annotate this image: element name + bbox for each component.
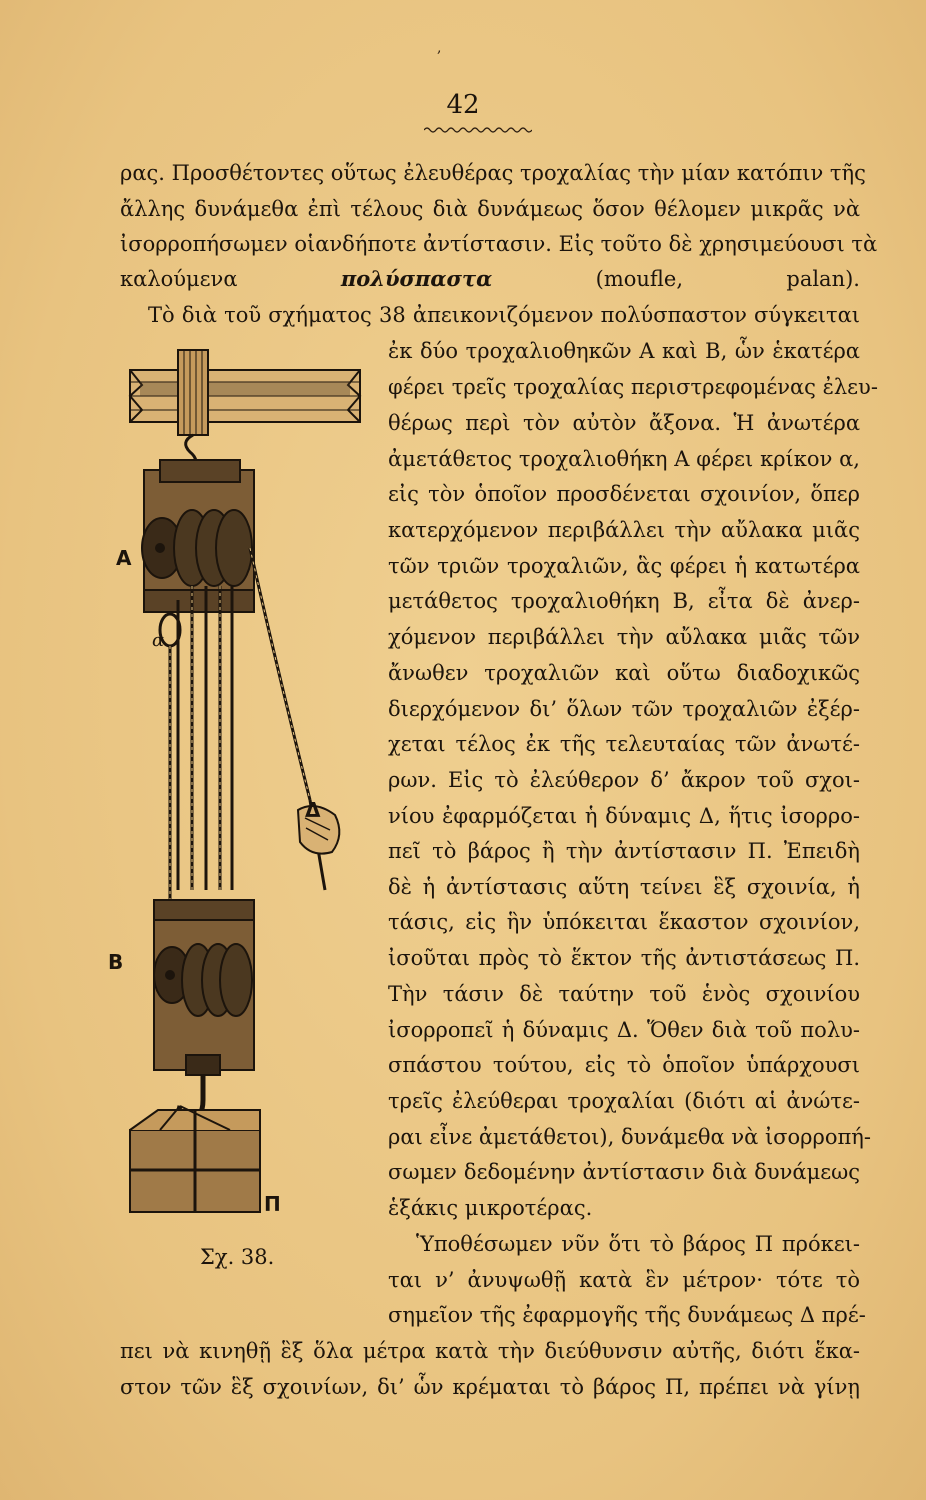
- text-line: Τὴν τάσιν δὲ ταύτην τοῦ ἑνὸς σχοινίου: [388, 982, 860, 1006]
- text-line: ἰσοῦται πρὸς τὸ ἕκτον τῆς ἀντιστάσεως Π.: [388, 946, 860, 970]
- text-line: σωμεν δεδομένην ἀντίστασιν διὰ δυνάμεως: [388, 1160, 860, 1184]
- label-P: Π: [264, 1192, 281, 1216]
- pulley-block-drawing: [100, 330, 380, 1250]
- label-ring-a: α: [152, 630, 165, 651]
- text-line: πει νὰ κινηθῇ ἓξ ὅλα μέτρα κατὰ τὴν διεύθυνσιν αὐτῆς, διότι ἕκα-: [120, 1339, 860, 1363]
- text-line: χεται τέλος ἐκ τῆς τελευταίας τῶν ἀνωτέ-: [388, 732, 860, 756]
- page-number: 42: [446, 90, 480, 120]
- label-D: Δ: [305, 798, 321, 822]
- wavy-rule-ornament: [424, 124, 532, 136]
- text-line: σπάστου τούτου, εἰς τὸ ὁποῖον ὑπάρχουσι: [388, 1053, 860, 1077]
- label-B: Β: [108, 950, 124, 974]
- text-line: ραι εἶνε ἀμετάθετοι), δυνάμεθα νὰ ἰσορροπή-: [388, 1125, 871, 1149]
- text-line: ἑξάκις μικροτέρας.: [388, 1196, 593, 1220]
- text-line: νίου ἐφαρμόζεται ἡ δύναμις Δ, ἥτις ἰσορρο-: [388, 804, 860, 828]
- text-line: σημεῖον τῆς ἐφαρμογῆς τῆς δυνάμεως Δ πρέ-: [388, 1303, 866, 1327]
- text-line-with-term: [120, 264, 860, 294]
- text-line: ἰσορροπεῖ ἡ δύναμις Δ. Ὅθεν διὰ τοῦ πολυ-: [388, 1018, 860, 1042]
- text-line: Τὸ διὰ τοῦ σχήματος 38 ἀπεικονιζόμενον πολύσπαστον σύγκειται: [148, 303, 860, 327]
- text-line: ρας. Προσθέτοντες οὕτως ἐλευθέρας τροχαλίας τὴν μίαν κατόπιν τῆς: [120, 161, 866, 185]
- text-line: κατερχόμενον περιβάλλει τὴν αὔλακα μιᾶς: [388, 518, 860, 542]
- text-line: ἄλλης δυνάμεθα ἐπὶ τέλους διὰ δυνάμεως ὅσον θέλομεν μικρᾶς νὰ: [120, 197, 860, 221]
- text-line: τάσις, εἰς ἣν ὑπόκειται ἕκαστον σχοινίον,: [388, 910, 860, 934]
- text-line: ἄνωθεν τροχαλιῶν καὶ οὕτω διαδοχικῶς: [388, 661, 860, 685]
- term-polyspasta: πολύσπαστα: [340, 266, 493, 291]
- figure-caption: Σχ. 38.: [200, 1245, 275, 1269]
- text-line: δὲ ἡ ἀντίστασις αὕτη τείνει ἓξ σχοινία, ἡ: [388, 875, 860, 899]
- label-A: Α: [116, 546, 132, 570]
- pulley-block-figure: [100, 330, 380, 1250]
- text-line: μετάθετος τροχαλιοθήκη Β, εἶτα δὲ ἀνερ-: [388, 589, 860, 613]
- text-line: θέρως περὶ τὸν αὐτὸν ἄξονα. Ἡ ἀνωτέρα: [388, 411, 860, 435]
- text-line: Ὑποθέσωμεν νῦν ὅτι τὸ βάρος Π πρόκει-: [416, 1232, 860, 1256]
- printer-mark: ,: [437, 40, 442, 56]
- text-line: χόμενον περιβάλλει τὴν αὔλακα μιᾶς τῶν: [388, 625, 860, 649]
- text-line: ἰσορροπήσωμεν οἱανδήποτε ἀντίστασιν. Εἰς τοῦτο δὲ χρησιμεύουσι τὰ: [120, 232, 878, 256]
- text-line: ἐκ δύο τροχαλιοθηκῶν Α καὶ Β, ὧν ἑκατέρα: [388, 339, 860, 363]
- text-line: διερχόμενον δι’ ὅλων τῶν τροχαλιῶν ἐξέρ-: [388, 697, 860, 721]
- text-line: τρεῖς ἐλεύθεραι τροχαλίαι (διότι αἱ ἀνώτε-: [388, 1089, 860, 1113]
- text-line: ρων. Εἰς τὸ ἐλεύθερον δ’ ἄκρον τοῦ σχοι-: [388, 768, 860, 792]
- text-fragment: (moufle, palan).: [595, 267, 860, 291]
- text-line: πεῖ τὸ βάρος ἢ τὴν ἀντίστασιν Π. Ἐπειδὴ: [388, 839, 860, 863]
- text-line: εἰς τὸν ὁποῖον προσδένεται σχοινίον, ὅπερ: [388, 482, 860, 506]
- text-line: ἀμετάθετος τροχαλιοθήκη Α φέρει κρίκον α,: [388, 447, 860, 471]
- text-line: φέρει τρεῖς τροχαλίας περιστρεφομένας ἐλευ-: [388, 375, 878, 399]
- text-line: ται ν’ ἀνυψωθῇ κατὰ ἓν μέτρον· τότε τὸ: [388, 1268, 860, 1292]
- text-line: τῶν τριῶν τροχαλιῶν, ἃς φέρει ἡ κατωτέρα: [388, 554, 860, 578]
- text-fragment: καλούμενα: [120, 267, 238, 291]
- text-line: στον τῶν ἓξ σχοινίων, δι’ ὧν κρέμαται τὸ βάρος Π, πρέπει νὰ γίνῃ: [120, 1375, 860, 1399]
